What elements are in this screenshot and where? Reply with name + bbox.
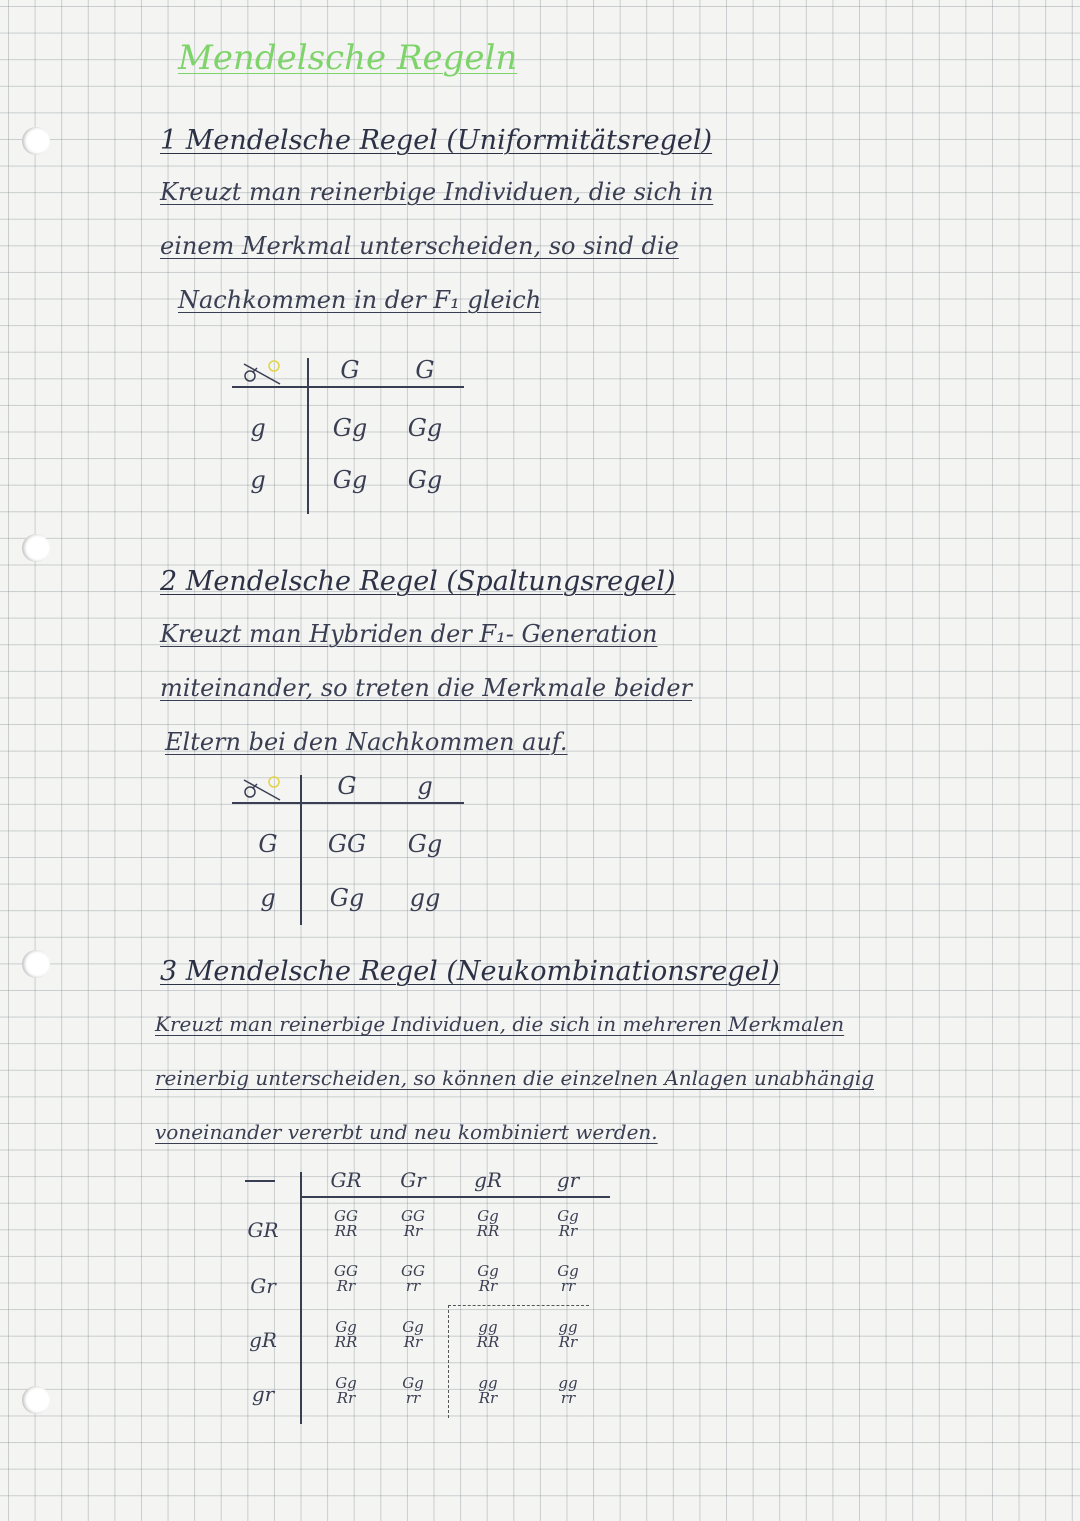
cell-genotype: GG Rr (401, 1207, 425, 1240)
rule3-line: Kreuzt man reinerbige Individuen, die sich in mehreren Merkmalen (155, 1012, 845, 1036)
rule1-line: Kreuzt man reinerbige Individuen, die sich in (160, 178, 714, 206)
row-header: Gr (250, 1274, 276, 1298)
rule3-line: reinerbig unterscheiden, so können die einzelnen Anlagen unabhängig (155, 1066, 875, 1090)
rule1-heading: 1 Mendelsche Regel (Uniformitätsregel) (160, 125, 713, 156)
cell-genotype: Gg rr (557, 1262, 579, 1295)
cell-genotype: GG RR (334, 1207, 358, 1240)
cell-genotype: Gg Rr (402, 1318, 424, 1351)
rule1-line: Nachkommen in der F₁ gleich (178, 286, 542, 314)
cell-genotype: Gg Rr (477, 1262, 499, 1295)
col-header: Gr (400, 1168, 426, 1192)
col-header: G (415, 356, 435, 384)
rule2-line: miteinander, so treten die Merkmale beider (160, 674, 693, 702)
rule2-line: Eltern bei den Nachkommen auf. (165, 728, 568, 756)
cell-genotype: gg RR (476, 1318, 500, 1351)
row-header: GR (247, 1218, 279, 1242)
cell-genotype: Gg rr (402, 1374, 424, 1407)
cell-genotype: GG rr (401, 1262, 425, 1295)
page-title: Mendelsche Regeln (178, 38, 518, 78)
row-header: gr (251, 1382, 275, 1406)
punch-hole (22, 950, 50, 978)
cell-genotype: gg Rr (558, 1318, 578, 1351)
col-header: gr (556, 1168, 580, 1192)
cell-genotype: Gg (407, 830, 443, 858)
cell-genotype: gg (409, 884, 441, 912)
cell-genotype: Gg (329, 884, 365, 912)
cell-genotype: Gg (332, 414, 368, 442)
cell-genotype: Gg (407, 414, 443, 442)
cell-genotype: GG Rr (334, 1262, 358, 1295)
cell-genotype: Gg RR (334, 1318, 358, 1351)
cross-symbol-icon (240, 772, 286, 804)
row-header: g (260, 884, 276, 912)
rule3-heading: 3 Mendelsche Regel (Neukombinationsregel) (160, 956, 780, 987)
row-header: gR (249, 1328, 277, 1352)
cell-genotype: Gg RR (476, 1207, 500, 1240)
rule3-line: voneinander vererbt und neu kombiniert werden. (155, 1120, 658, 1144)
cell-genotype: Gg (332, 466, 368, 494)
row-header: g (250, 466, 266, 494)
rule2-line: Kreuzt man Hybriden der F₁- Generation (160, 620, 658, 648)
punch-hole (22, 127, 50, 155)
col-header: gR (474, 1168, 502, 1192)
row-header: G (258, 830, 278, 858)
col-header: GR (330, 1168, 362, 1192)
col-header: G (340, 356, 360, 384)
cell-genotype: Gg Rr (557, 1207, 579, 1240)
cell-genotype: GG (327, 830, 367, 858)
punch-hole (22, 534, 50, 562)
col-header: G (337, 772, 357, 800)
row-header: g (250, 414, 266, 442)
rule1-line: einem Merkmal unterscheiden, so sind die (160, 232, 679, 260)
cross-symbol-icon (240, 356, 286, 388)
col-header: g (417, 772, 433, 800)
cell-genotype: Gg (407, 466, 443, 494)
cell-genotype: Gg Rr (335, 1374, 357, 1407)
punch-hole (22, 1386, 50, 1414)
cell-genotype: gg Rr (478, 1374, 498, 1407)
dashed-highlight (448, 1305, 589, 1418)
rule2-heading: 2 Mendelsche Regel (Spaltungsregel) (160, 566, 676, 597)
cell-genotype: gg rr (558, 1374, 578, 1407)
